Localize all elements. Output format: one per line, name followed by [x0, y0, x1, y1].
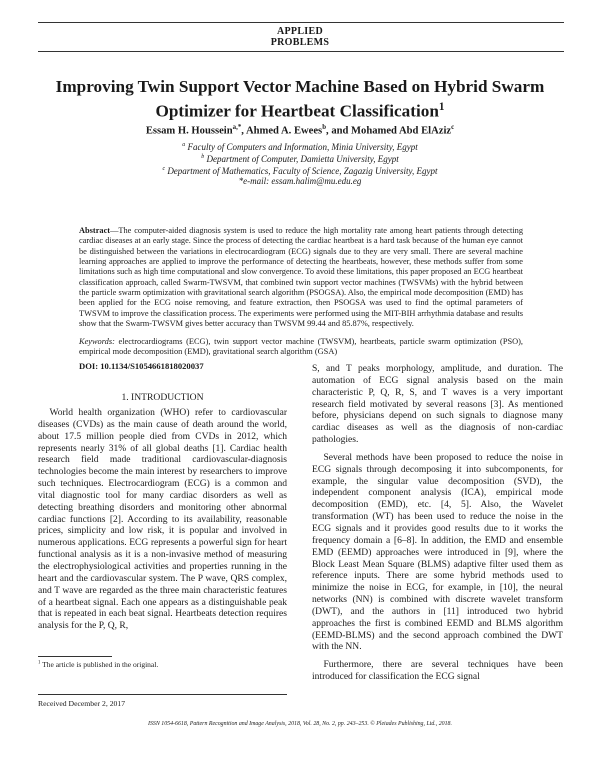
corresponding-marker: * — [237, 124, 242, 131]
abstract-text: —The computer-aided diagnosis system is used to reduce the high mortality rate among heart patients through detecting cardiac diseases at an early stage. Since the process of detecting the cardiac heartbeat is a hard task because of the human eye cannot be distinguished between the variations in electrocardiogram (ECG) signals due to they are very small. There are several machine learning approaches are applied to improve the performance of detecting the heartbeats, however, these methods suffer from some limitations such as high time computational and slow convergence. To avoid these limitations, this paper proposed an ECG heartbeat classification approach, called Swarm-TWSVM, that combined twin support vector machines (TWSVMs) with the hybrid between the particle swarm optimization with gravitational search algorithm (PSOGSA). Also, the empirical mode decomposition (EMD) has been applied for the ECG noise removing, and feature extraction, then PSOGSA was used to find the optimal parameters of TWSVM to improve the classification process. The experiments were performed using the MIT-BIH arrhythmia database and results show that the Swarm-TWSVM gives better accuracy than TWSVM 99.44 and 85.87%, respectively. — [79, 226, 523, 329]
footnote-rule — [38, 656, 112, 657]
footnote: $^1$ The article is published in the original. — [38, 660, 159, 669]
author-name: Essam H. Houssein — [145, 125, 233, 137]
section-heading: 1. INTRODUCTION — [121, 392, 204, 403]
author-name: Ahmed A. Ewees — [245, 125, 323, 137]
journal-section-line2: PROBLEMS — [270, 37, 330, 48]
abstract — [79, 226, 523, 329]
left-column — [38, 407, 287, 632]
right-column — [312, 363, 563, 683]
journal-section-label — [0, 26, 600, 48]
abstract-label: Abstract — [79, 226, 111, 235]
journal-section-line1: APPLIED — [277, 26, 323, 37]
affiliation-b: $^b$ Department of Computer, Damietta University, Egypt — [201, 154, 399, 164]
author-list: Essam H. Houssein$^{a,*}$, Ahmed A. Ewees$^b$, and Mohamed Abd ElAziz$^c$ — [145, 124, 455, 137]
journal-footer: ISSN 1054-6618, Pattern Recognition and Image Analysis, 2018, Vol. 28, No. 2, pp. 243–253. © Pleiades Publishing, Ltd., 2018. — [148, 721, 452, 727]
received-date: Received December 2, 2017 — [38, 699, 126, 708]
paragraph: Furthermore, there are several techniques have been introduced for classification the ECG signal — [312, 659, 563, 683]
affiliation-c: $^c$ Department of Mathematics, Faculty of Science, Zagazig University, Egypt — [162, 166, 438, 176]
doi: DOI: 10.1134/S1054661818020037 — [79, 361, 204, 371]
top-rule — [38, 22, 564, 23]
corresponding-email: *e-mail: essam.halim@mu.edu.eg — [238, 176, 362, 186]
title-line2: Optimizer for Heartbeat Classification$^1$ — [155, 101, 445, 121]
affiliation-a: $^a$ Faculty of Computers and Information, Minia University, Egypt — [182, 142, 418, 152]
author-affil-marker: b — [322, 124, 327, 131]
author-affil-marker: a, — [232, 124, 238, 131]
paper-title — [40, 76, 560, 122]
paragraph: S, and T peaks morphology, amplitude, and duration. The automation of ECG signal analysis based on the main characteristic P, Q, R, S, and T waves is a very important research field motivated by several reasons [3]. As mentioned before, physicians depend on such signals to diagnose many cardiac diseases as well as the diagnosis of non-cardiac pathologies. — [312, 363, 563, 446]
header-rule — [38, 51, 564, 52]
author-name: Mohamed Abd ElAziz — [351, 125, 452, 137]
paragraph: Several methods have been proposed to reduce the noise in ECG signals through decomposing it into subcomponents, for example, the singular value decomposition (SVD), the independent component analysis (ICA), empirical mode decomposition (EMD), etc. [4, 5]. Also, the Wavelet transformation (WT) has been used to reduce the noise in the ECG signals and it provides good results due to it works the frequency domain a [6–8]. In addition, the EMD and ensemble EMD (EEMD) approaches were introduced in [9], where the Block Least Mean Square (BLMS) adaptive filter used them as reference inputs. There are some hybrid methods used to minimize the noise in ECG, for example, in [10], the neural networks (NN) is combined with discrete wavelet transform (DWT), and the authors in [11] introduced two hybrid approaches the first is combined EEMD and BLMS algorithm (EEMD-BLMS) and the second approach combined the DWT with the NN. — [312, 451, 563, 653]
received-rule — [38, 694, 287, 695]
keywords-label: Keywords: — [79, 337, 115, 346]
keywords-text: electrocardiograms (ECG), twin support vector machine (TWSVM), heartbeats, particle swarm optimization (PSO), empirical mode decomposition (EMD), gravitational search algorithm (GSA) — [79, 337, 523, 357]
paragraph: World health organization (WHO) refer to cardiovascular diseases (CVDs) as the main cause of death around the world, about 17.5 million people died from CVDs in 2012, which represents nearly 31% of all global deaths [1]. Cardiac health research field made traditional cardiovascular-diagnosis technologies become the main interest by researchers to improve such techniques. Electrocardiogram (ECG) is a common and vital diagnostic tool for many cardiac disorders as well as detecting breathing disorders and monitoring other abnormal cardiac functions [2]. According to its availability, reasonable prices, simplicity and low risk, it is popular and involved in numerous applications. ECG represents a powerful sign for heart functional analysis as it is a non-invasive method of measuring the electrophysiological activities and properties running in the heart and the cardiovascular system. The P wave, QRS complex, and T wave are regarded as the three main characteristic features of a heartbeat signal. Each one appears as a distinguishable peak that is repeated in each beat signal. Heartbeats detection requires analysis for the P, Q, R, — [38, 407, 287, 632]
title-line1: Improving Twin Support Vector Machine Based on Hybrid Swarm — [55, 77, 545, 96]
keywords — [79, 337, 523, 358]
author-affil-marker: c — [451, 124, 455, 131]
title-footnote-marker: 1 — [438, 101, 445, 113]
